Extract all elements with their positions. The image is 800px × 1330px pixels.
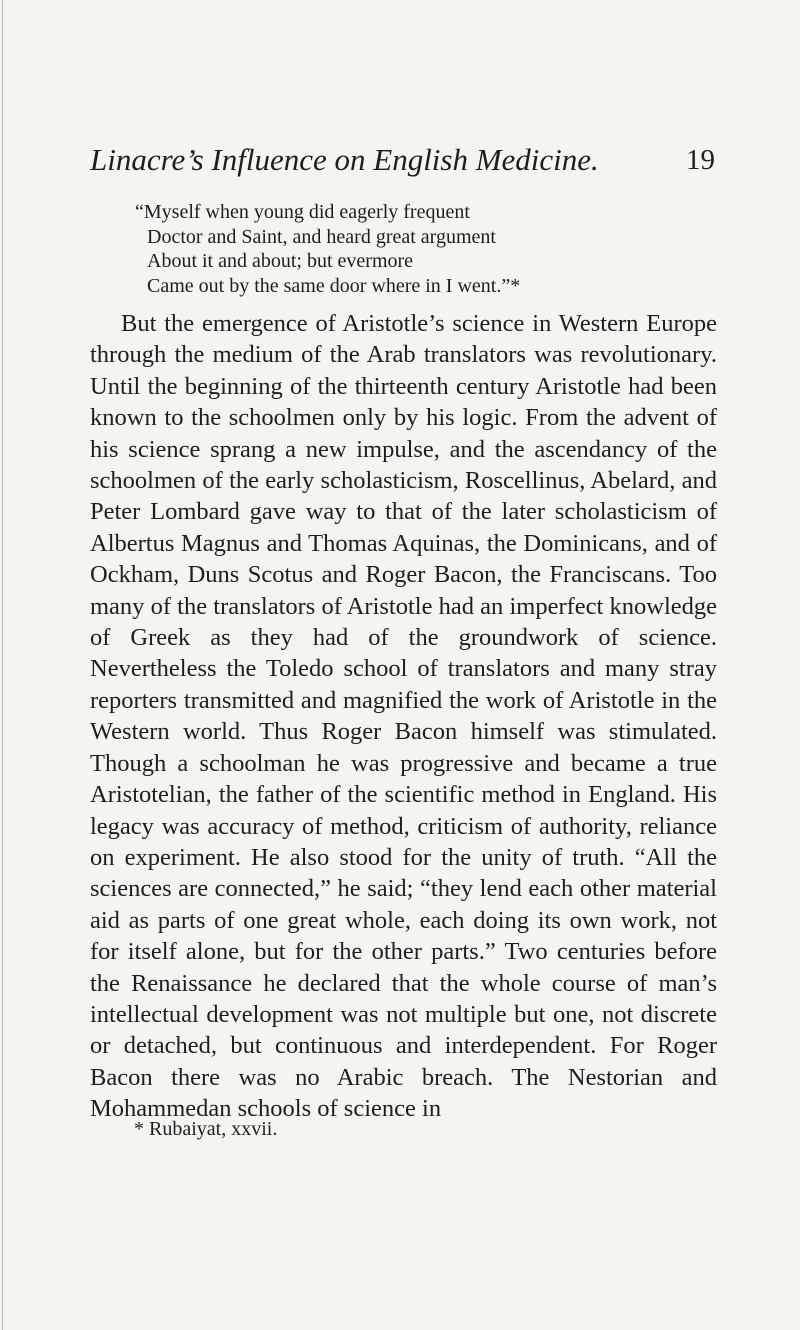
verse-line: About it and about; but evermore: [147, 250, 414, 272]
page-header: [90, 140, 715, 180]
verse-line: Doctor and Saint, and heard great argument: [147, 225, 496, 248]
footnote: * Rubaiyat, xxvii.: [134, 1118, 278, 1140]
verse-line: Came out by the same door where in I went.”*: [147, 274, 521, 297]
body-paragraph: But the emergence of Aristotle’s science in Western Europe through the medium of the Arab translators was revolutionary. Until the beginning of the thirteenth century Aristotle had been known to the schoolmen only by his logic. From the advent of his science sprang a new impulse, and the ascendancy of the schoolmen of the early scholasticism, Roscellinus, Abelard, and Peter Lombard gave way to that of the later scholasticism of Albertus Magnus and Thomas Aquinas, the Dominicans, and of Ockham, Duns Scotus and Roger Bacon, the Franciscans. Too many of the translators of Aristotle had an imperfect knowledge of Greek as they had of the groundwork of science. Nevertheless the Toledo school of translators and many stray reporters transmitted and magnified the work of Aristotle in the Western world. Thus Roger Bacon himself was stimulated. Though a schoolman he was progressive and became a true Aristotelian, the father of the scientific method in England. His legacy was accuracy of method, criticism of authority, reliance on experiment. He also stood for the unity of truth. “All the sciences are connected,” he said; “they lend each other material aid as parts of one great whole, each doing its own work, not for itself alone, but for the other parts.” Two centuries before the Renaissance he declared that the whole course of man’s intellectual development was not multiple but one, not discrete or detached, but continuous and interdependent. For Roger Bacon there was no Arabic breach. The Nestorian and Mohammedan schools of science in: [90, 310, 717, 1123]
verse-quotation: [135, 200, 735, 298]
verse-line: “Myself when young did eagerly frequent: [135, 201, 470, 223]
running-title: Linacre’s Influence on English Medicine.: [90, 142, 599, 177]
page-number: 19: [686, 144, 715, 176]
page-edge-line: [2, 0, 3, 1330]
